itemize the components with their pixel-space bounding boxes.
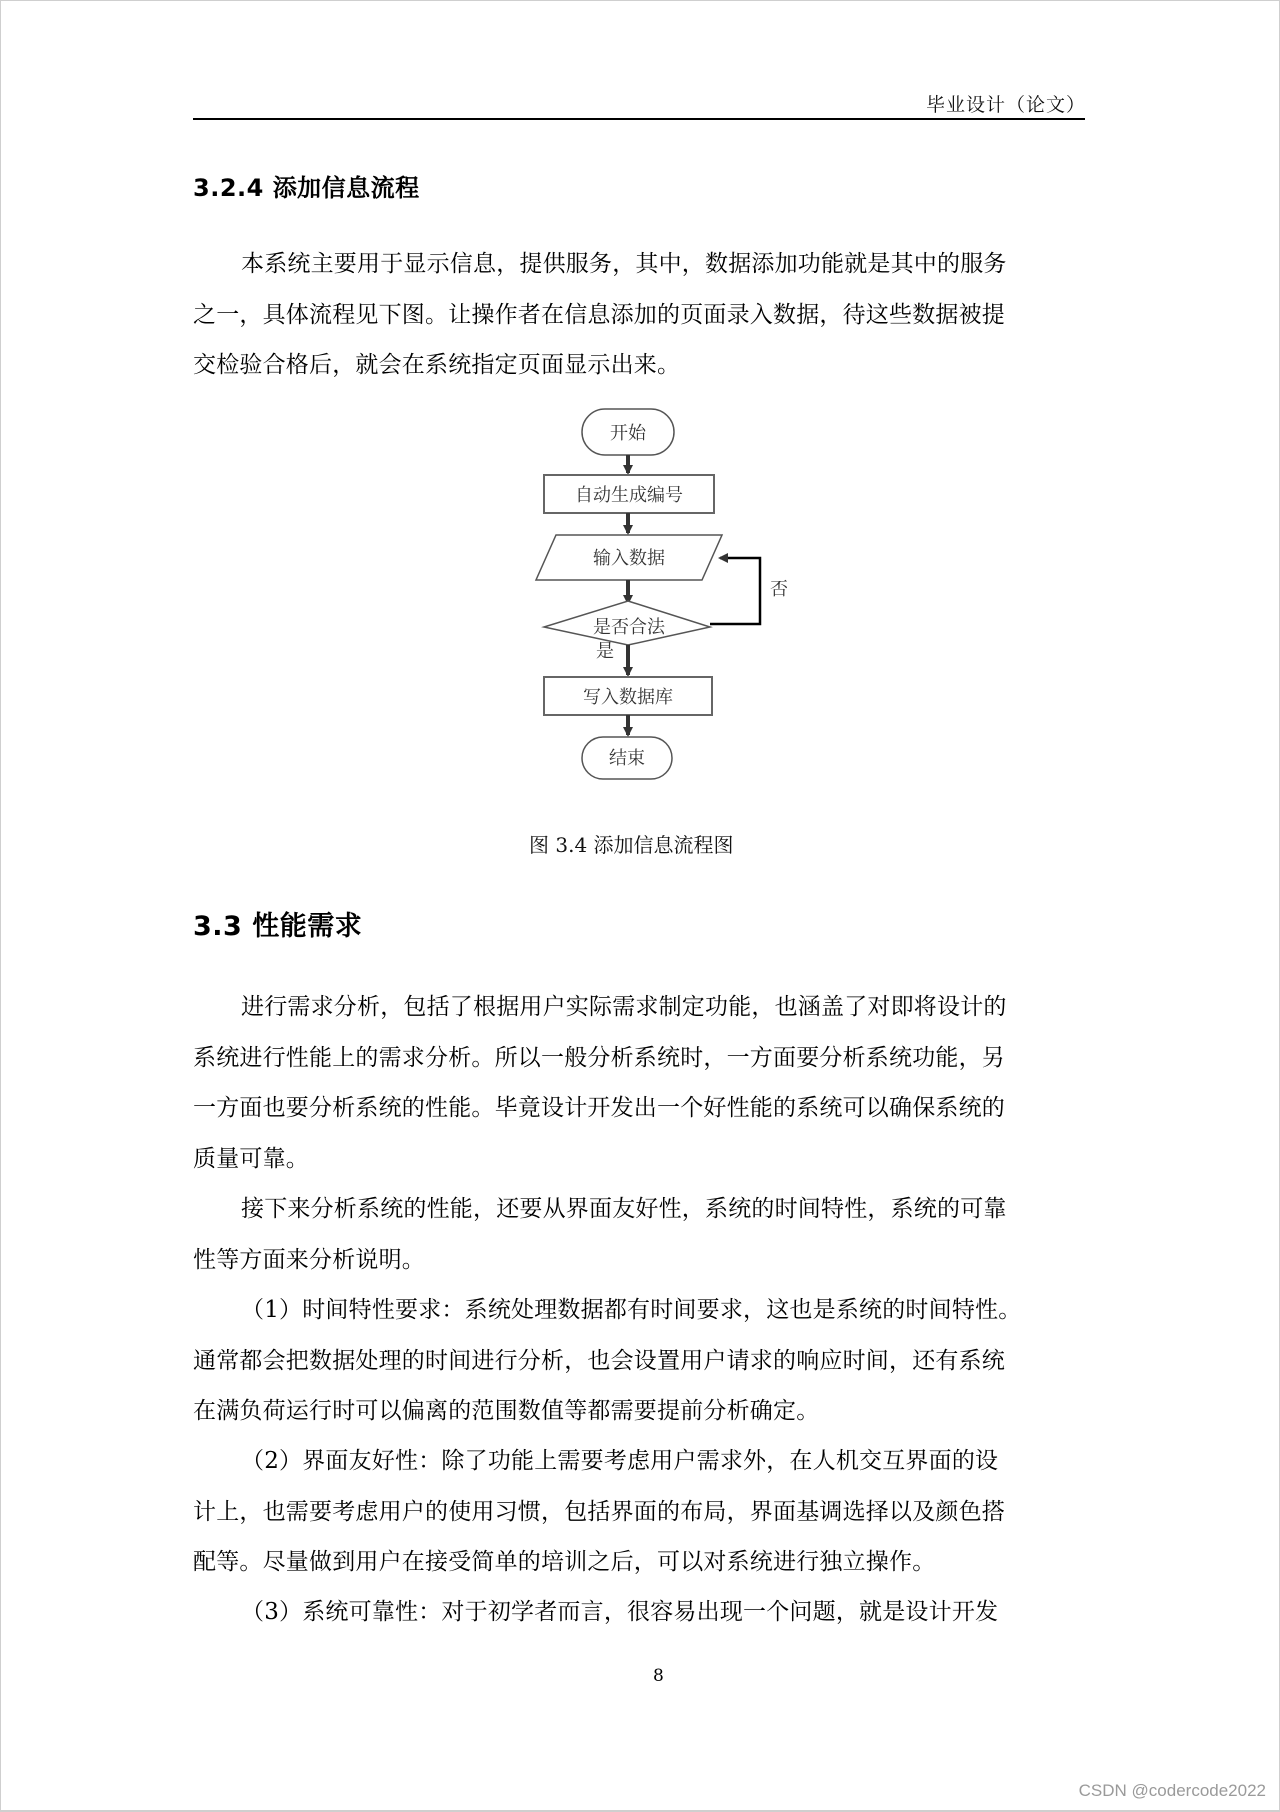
edge-label-no: 否 [770, 579, 788, 600]
text-line: 质量可靠。 [193, 1145, 309, 1172]
performance-paragraph-1 [193, 982, 1085, 1184]
is-valid-label: 是否合法 [593, 617, 665, 638]
performance-paragraph-2 [193, 1184, 1085, 1285]
text-line: （3）系统可靠性：对于初学者而言，很容易出现一个问题，就是设计开发 [241, 1599, 999, 1625]
text-line: （2）界面友好性：除了功能上需要考虑用户需求外，在人机交互界面的设 [241, 1448, 999, 1474]
input-data-node [536, 535, 722, 580]
input-data-label: 输入数据 [593, 548, 665, 569]
text-line: 之一，具体流程见下图。让操作者在信息添加的页面录入数据，待这些数据被提 [193, 301, 1005, 328]
end-node [582, 737, 672, 779]
flowchart-figure [520, 395, 820, 805]
text-line: 本系统主要用于显示信息，提供服务，其中，数据添加功能就是其中的服务 [241, 251, 1007, 277]
ui-friendliness-paragraph [193, 1436, 1085, 1588]
watermark: CSDN @codercode2022 [1078, 1781, 1266, 1800]
intro-paragraph [193, 239, 1085, 391]
flowchart [520, 395, 820, 805]
running-header: 毕业设计（论文） [925, 94, 1086, 116]
text-line: 在满负荷运行时可以偏离的范围数值等都需要提前分析确定。 [193, 1398, 820, 1424]
text-line: 接下来分析系统的性能，还要从界面友好性，系统的时间特性，系统的可靠 [241, 1196, 1007, 1222]
text-line: 通常都会把数据处理的时间进行分析，也会设置用户请求的响应时间，还有系统 [193, 1347, 1005, 1374]
text-line: 计上，也需要考虑用户的使用习惯，包括界面的布局，界面基调选择以及颜色搭 [193, 1498, 1005, 1525]
reliability-paragraph [193, 1587, 1085, 1638]
figure-caption: 图 3.4 添加信息流程图 [529, 833, 734, 857]
text-line: 系统进行性能上的需求分析。所以一般分析系统时，一方面要分析系统功能，另 [193, 1044, 1005, 1071]
header-rule [193, 118, 1085, 120]
section-heading-3-3: 3.3 性能需求 [193, 911, 363, 942]
start-label: 开始 [610, 423, 646, 444]
text-line: 一方面也要分析系统的性能。毕竟设计开发出一个好性能的系统可以确保系统的 [193, 1095, 1005, 1121]
edge-label-yes: 是 [596, 641, 614, 662]
text-line: 性等方面来分析说明。 [193, 1246, 425, 1273]
start-node [582, 409, 674, 455]
text-line: 配等。尽量做到用户在接受简单的培训之后，可以对系统进行独立操作。 [193, 1549, 936, 1575]
time-requirement-paragraph [193, 1285, 1085, 1437]
is-valid-node [544, 601, 710, 645]
write-db-label: 写入数据库 [583, 687, 673, 708]
page-number: 8 [653, 1666, 664, 1686]
auto-number-label: 自动生成编号 [575, 485, 683, 506]
text-line: 交检验合格后，就会在系统指定页面显示出来。 [193, 352, 681, 378]
end-label: 结束 [609, 748, 645, 769]
auto-number-node [544, 475, 714, 513]
text-line: 进行需求分析，包括了根据用户实际需求制定功能，也涵盖了对即将设计的 [241, 994, 1007, 1020]
write-db-node [544, 677, 712, 715]
text-line: （1）时间特性要求：系统处理数据都有时间要求，这也是系统的时间特性。 [241, 1297, 1022, 1323]
section-heading-3-2-4: 3.2.4 添加信息流程 [193, 174, 420, 202]
